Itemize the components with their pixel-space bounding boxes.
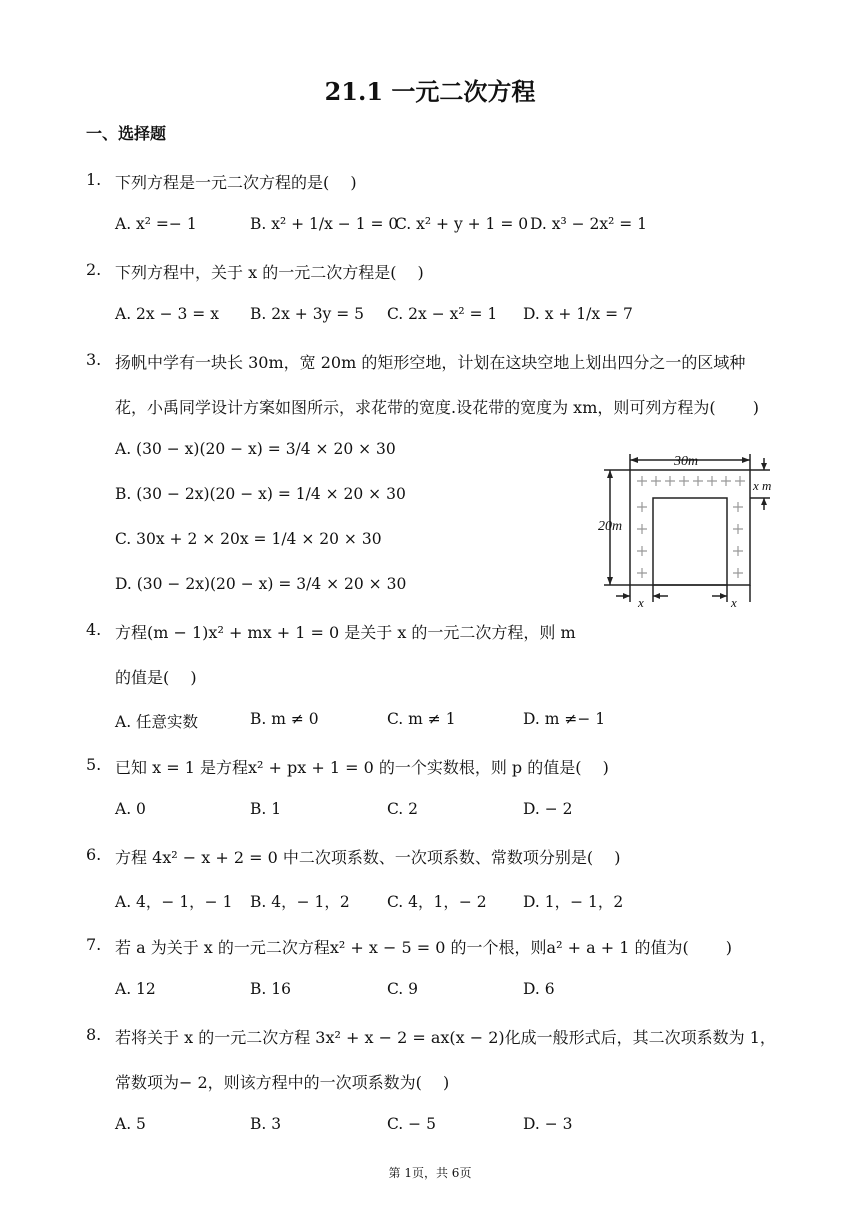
section-heading: 一、选择题 bbox=[86, 124, 167, 143]
option-a: A. 0 bbox=[115, 800, 146, 818]
question-text: 下列方程中，关于 x 的一元二次方程是( ) bbox=[115, 263, 424, 282]
question-number: 2. bbox=[86, 260, 102, 279]
option-d: D. m ≠− 1 bbox=[523, 710, 606, 728]
option-d: D. x + 1/x = 7 bbox=[523, 305, 633, 323]
question-text: 方程(m − 1)x² + mx + 1 = 0 是关于 x 的一元二次方程，则 m bbox=[115, 623, 576, 642]
page-title: 21.1 一元二次方程 bbox=[324, 77, 536, 106]
question-number: 5. bbox=[86, 755, 102, 774]
question-text: 若将关于 x 的一元二次方程 3x² + x − 2 = ax(x − 2)化成一般形式后，其二次项系数为 1， bbox=[115, 1028, 776, 1047]
option-d: D. − 2 bbox=[523, 800, 573, 818]
question-text: 若 a 为关于 x 的一元二次方程x² + x − 5 = 0 的一个根，则a² + a + 1 的值为( ) bbox=[115, 938, 733, 957]
option-a: A. 12 bbox=[115, 980, 156, 998]
garden-figure bbox=[598, 450, 788, 610]
figure-label-band: x m bbox=[753, 478, 772, 493]
question-text: 下列方程是一元二次方程的是( ) bbox=[115, 173, 357, 192]
question-text: 方程 4x² − x + 2 = 0 中二次项系数、一次项系数、常数项分别是( ) bbox=[115, 848, 621, 867]
option-a: A. 2x − 3 = x bbox=[115, 305, 219, 323]
option-d: D. (30 − 2x)(20 − x) = 3/4 × 20 × 30 bbox=[115, 575, 407, 593]
figure-label-width: 20m bbox=[598, 519, 623, 534]
option-b: B. m ≠ 0 bbox=[250, 710, 319, 728]
option-b: B. x² + 1/x − 1 = 0 bbox=[250, 215, 399, 233]
option-a: A. x² =− 1 bbox=[115, 215, 197, 233]
option-c: C. − 5 bbox=[387, 1115, 436, 1133]
option-c: C. x² + y + 1 = 0 bbox=[395, 215, 529, 233]
figure-label-left-x: x bbox=[638, 595, 644, 610]
question-number: 7. bbox=[86, 935, 102, 954]
option-b: B. (30 − 2x)(20 − x) = 1/4 × 20 × 30 bbox=[115, 485, 406, 503]
option-c: C. 4，1，− 2 bbox=[387, 893, 487, 911]
option-d: D. 1，− 1，2 bbox=[523, 893, 624, 911]
option-b: B. 2x + 3y = 5 bbox=[250, 305, 365, 323]
figure-label-length: 30m bbox=[674, 454, 699, 469]
option-b: B. 3 bbox=[250, 1115, 282, 1133]
figure-label-right-x: x bbox=[731, 595, 737, 610]
question-text: 花，小禹同学设计方案如图所示，求花带的宽度.设花带的宽度为 xm，则可列方程为( ) bbox=[115, 398, 759, 417]
option-b: B. 4，− 1，2 bbox=[250, 893, 350, 911]
option-a: A. 5 bbox=[115, 1115, 146, 1133]
question-text: 已知 x = 1 是方程x² + px + 1 = 0 的一个实数根，则 p 的值是( ) bbox=[115, 758, 609, 777]
question-number: 4. bbox=[86, 620, 102, 639]
question-number: 8. bbox=[86, 1025, 102, 1044]
option-d: D. 6 bbox=[523, 980, 555, 998]
question-text: 常数项为− 2，则该方程中的一次项系数为( ) bbox=[115, 1073, 450, 1092]
question-text: 的值是( ) bbox=[115, 668, 197, 687]
option-a: A. (30 − x)(20 − x) = 3/4 × 20 × 30 bbox=[115, 440, 396, 458]
question-number: 3. bbox=[86, 350, 102, 369]
question-number: 6. bbox=[86, 845, 102, 864]
option-c: C. 2x − x² = 1 bbox=[387, 305, 498, 323]
option-a: A. 4，− 1，− 1 bbox=[115, 893, 233, 911]
option-b: B. 1 bbox=[250, 800, 282, 818]
option-d: D. x³ − 2x² = 1 bbox=[530, 215, 648, 233]
option-c: C. 2 bbox=[387, 800, 419, 818]
option-c: C. 9 bbox=[387, 980, 419, 998]
option-c: C. 30x + 2 × 20x = 1/4 × 20 × 30 bbox=[115, 530, 382, 548]
option-a: A. 任意实数 bbox=[115, 713, 199, 731]
option-b: B. 16 bbox=[250, 980, 291, 998]
page-footer: 第 1页，共 6页 bbox=[388, 1166, 472, 1180]
question-text: 扬帆中学有一块长 30m，宽 20m 的矩形空地，计划在这块空地上划出四分之一的区域种 bbox=[115, 353, 746, 372]
option-c: C. m ≠ 1 bbox=[387, 710, 456, 728]
question-number: 1. bbox=[86, 170, 102, 189]
option-d: D. − 3 bbox=[523, 1115, 573, 1133]
